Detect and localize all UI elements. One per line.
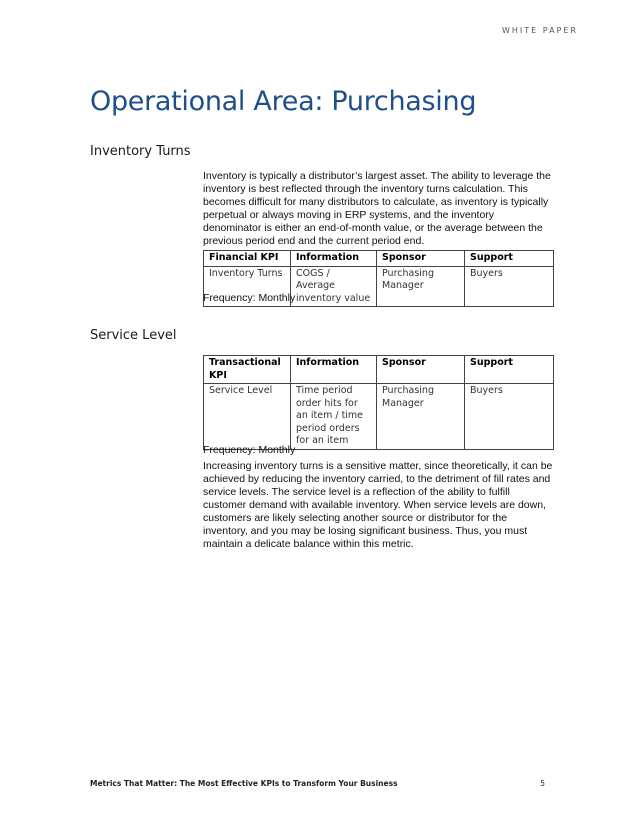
column-header: Information [291, 356, 377, 384]
service-level-frequency: Frequency: Monthly [203, 444, 296, 456]
column-header: Transactional KPI [204, 356, 291, 384]
table-cell: Buyers [465, 266, 554, 307]
column-header: Support [465, 356, 554, 384]
column-header: Sponsor [377, 251, 465, 267]
table-cell: COGS / Average inventory value [291, 266, 377, 307]
table-cell: Service Level [204, 384, 291, 450]
service-level-paragraph: Increasing inventory turns is a sensitive matter, since theoretically, it can be achieved by reducing the inventory carried, to the detriment of fill rates and service levels. The service level is a reflection of the ability to fulfill customer demand with available inventory. When service levels are down, customers are likely selecting another source or distributor for the inventory, and you may be losing significant business. Thus, you must maintain a delicate balance within this metric. [203, 460, 553, 550]
table-header-row [204, 356, 554, 384]
column-header: Support [465, 251, 554, 267]
table-header-row [204, 251, 554, 267]
section-heading-inventory-turns: Inventory Turns [90, 144, 191, 159]
table-cell: Purchasing Manager [377, 384, 465, 450]
column-header: Sponsor [377, 356, 465, 384]
column-header: Financial KPI [204, 251, 291, 267]
table-cell: Inventory Turns [204, 266, 291, 307]
table-cell: Purchasing Manager [377, 266, 465, 307]
section-heading-service-level: Service Level [90, 328, 177, 343]
page-number: 5 [540, 779, 545, 788]
inventory-turns-frequency: Frequency: Monthly [203, 292, 296, 304]
table-row [204, 384, 554, 450]
footer-document-title: Metrics That Matter: The Most Effective KPIs to Transform Your Business [90, 779, 398, 788]
column-header: Information [291, 251, 377, 267]
page-title: Operational Area: Purchasing [90, 86, 477, 117]
service-level-kpi-table [203, 355, 554, 450]
table-cell: Buyers [465, 384, 554, 450]
document-type-label: WHITE PAPER [502, 26, 578, 35]
table-cell: Time period order hits for an item / time period orders for an item [291, 384, 377, 450]
inventory-turns-paragraph: Inventory is typically a distributor’s largest asset. The ability to leverage the inventory is best reflected through the inventory turns calculation. This becomes difficult for many distributors to calculate, as inventory is typically perpetual or always moving in ERP systems, and the inventory denominator is either an end-of-month value, or the average between the previous period end and the current period end. [203, 170, 551, 247]
